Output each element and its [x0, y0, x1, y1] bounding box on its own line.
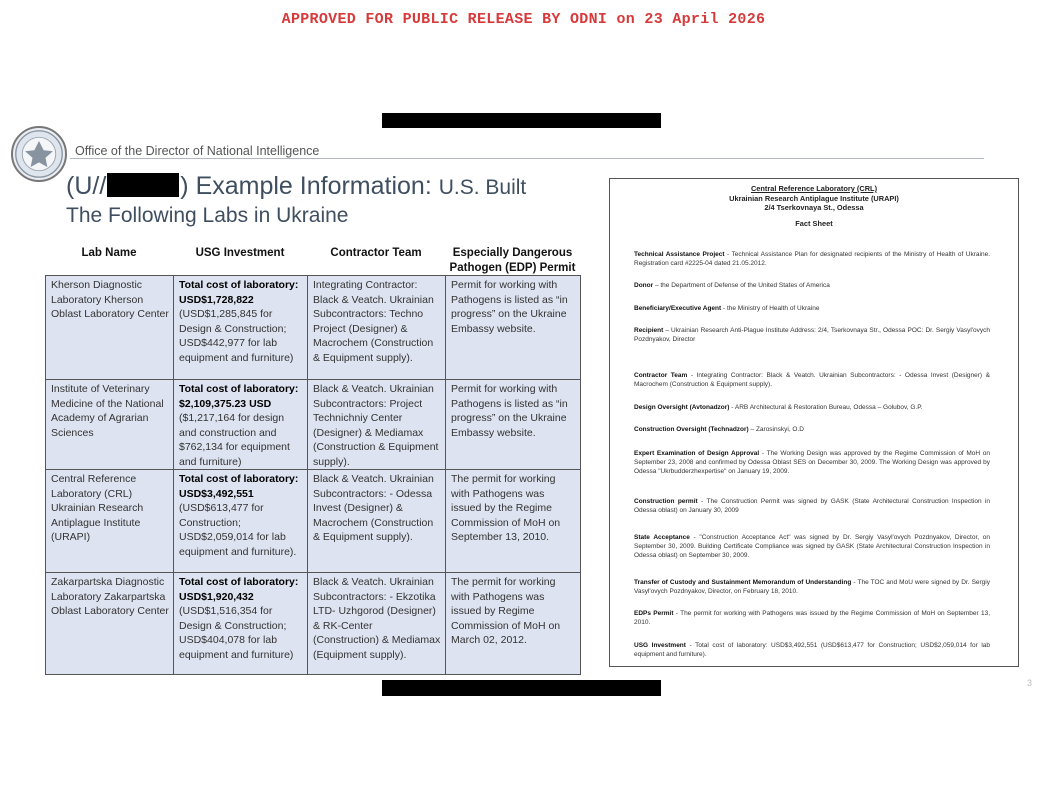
title-main: Example Information:: [195, 172, 432, 200]
investment-detail: ($1,217,164 for design and construction and $762,134 for equipment and furniture): [179, 412, 290, 468]
table-row: [46, 276, 581, 380]
investment-total: USD$1,728,822: [179, 293, 254, 306]
slide-subtitle: The Following Labs in Ukraine: [66, 204, 349, 227]
investment-total: $2,109,375.23 USD: [179, 397, 272, 410]
investment-detail: (USD$613,477 for Construction; USD$2,059,014 for lab equipment and furniture).: [179, 502, 297, 558]
fact-sheet-title-2: Ukrainian Research Antiplague Institute (URAPI): [729, 193, 899, 203]
fact-item: Design Oversight (Avtonadzor) - ARB Architectural & Restoration Bureau, Odessa – Golubov, G.P.: [634, 404, 923, 411]
fact-item: USG Investment - Total cost of laboratory: USD$3,492,551 (USD$613,477 for Construction; USD$2,059,014 for lab equipment and furniture).: [634, 642, 990, 658]
title-secondary: U.S. Built: [438, 176, 527, 199]
investment-total: USD$3,492,551: [179, 487, 254, 500]
permit-cell: The permit for working with Pathogens was issued by the Regime Commission of MoH on September 13, 2010.: [446, 470, 581, 573]
fact-item: Beneficiary/Executive Agent - the Ministry of Health of Ukraine: [634, 305, 820, 312]
org-name: Office of the Director of National Intelligence: [75, 144, 320, 158]
table-row: [46, 470, 581, 573]
investment-detail: (USD$1,285,845 for Design & Construction; USD$442,977 for lab equipment and furniture): [179, 308, 294, 364]
investment-total-label: Total cost of laboratory:: [179, 383, 299, 395]
contractor-cell: Black & Veatch. Ukrainian Subcontractors: - Ekzotika LTD- Uzhgorod (Designer) & RK-Center (Construction) & Mediamax (Equipment supply).: [308, 573, 446, 675]
fact-item: Construction Oversight (Technadzor) – Zarosinskyi, O.D: [634, 426, 804, 433]
investment-cell: [174, 470, 308, 573]
fact-item: Technical Assistance Project - Technical Assistance Plan for designated recipients of the Ministry of Health of Ukraine. Registration card #2225-04 dated 21.05.2012.: [634, 251, 990, 267]
investment-total-label: Total cost of laboratory:: [179, 279, 299, 291]
investment-cell: [174, 276, 308, 380]
table-row: [46, 380, 581, 470]
lab-name-cell: Zakarpartska Diagnostic Laboratory Zakarpartska Oblast Laboratory Center: [46, 573, 174, 675]
fact-item: Donor – the Department of Defense of the United States of America: [634, 282, 830, 289]
release-banner: APPROVED FOR PUBLIC RELEASE BY ODNI on 23 April 2026: [281, 11, 766, 28]
investment-detail: (USD$1,516,354 for Design & Construction; USD$404,078 for lab equipment and furniture): [179, 605, 294, 661]
classification-redaction: [107, 173, 179, 197]
fact-item: Contractor Team - Integrating Contractor: Black & Veatch. Ukrainian Subcontractors: - Odessa Invest (Designer) & Macrochem (Construction & Equipment supply).: [634, 372, 990, 388]
classification-prefix: (U//: [66, 172, 107, 200]
fact-sheet-subtitle: Fact Sheet: [795, 218, 833, 228]
investment-total-label: Total cost of laboratory:: [179, 576, 299, 588]
labs-table: [45, 275, 581, 675]
fact-item: State Acceptance - "Construction Acceptance Act" was signed by Dr. Sergiy Vasyl'ovych Pozdnyakov, Director, on September 30, 2009. Building Certificate Compliance was signed by GASK (State Architectural Construction Inspection in Odessa oblast) on September 30, 2009.: [634, 534, 991, 559]
col-header-contractor-team: Contractor Team: [330, 247, 422, 259]
fact-sheet-title-3: 2/4 Tserkovnaya St., Odessa: [764, 203, 864, 212]
fact-item: Expert Examination of Design Approval - The Working Design was approved by the Regime Commission of MoH on September 23, 2008 and confirmed by Odessa Oblast SES on December 30, 2009. The Working Design was approved by Odessa "Ukrbudderzhexpertise" on January 19, 2009.: [634, 450, 990, 475]
redaction-bar-top: [382, 113, 661, 128]
header-divider: [70, 158, 984, 159]
lab-name-cell: Institute of Veterinary Medicine of the National Academy of Agrarian Sciences: [46, 380, 174, 470]
redaction-bar-bottom: [382, 680, 661, 696]
permit-cell: The permit for working with Pathogens was issued by Regime Commission of MoH on March 02, 2012.: [446, 573, 581, 675]
fact-sheet-image: [609, 178, 1019, 667]
fact-sheet-title-1: Central Reference Laboratory (CRL): [750, 184, 878, 193]
investment-cell: [174, 380, 308, 470]
permit-cell: Permit for working with Pathogens is listed as “in progress” on the Ukraine Embassy website.: [446, 380, 581, 470]
contractor-cell: Black & Veatch. Ukrainian Subcontractors: Project Technichniy Center (Designer) & Mediamax (Construction & Equipment supply).: [308, 380, 446, 470]
col-header-usg-investment: USG Investment: [195, 247, 285, 259]
fact-item: EDPs Permit - The permit for working with Pathogens was issued by the Regime Commission of MoH on September 13, 2010.: [634, 610, 990, 626]
table-row: [46, 573, 581, 675]
col-header-lab-name: Lab Name: [81, 247, 137, 259]
fact-item: Recipient – Ukrainian Research Anti-Plague Institute Address: 2/4, Tserkovnaya Str., Odessa POC: Dr. Sergiy Vasyl'ovych Pozdnyakov, Director: [634, 327, 990, 343]
contractor-cell: Black & Veatch. Ukrainian Subcontractors: - Odessa Invest (Designer) & Macrochem (Construction & Equipment supply).: [308, 470, 446, 573]
odni-seal: [11, 126, 67, 182]
lab-name-cell: Central Reference Laboratory (CRL) Ukrainian Research Antiplague Institute (URAPI): [46, 470, 174, 573]
page-number: 3: [1027, 678, 1033, 688]
col-header-edp-permit: Especially Dangerous Pathogen (EDP) Permit: [449, 247, 576, 274]
classification-suffix: ): [180, 172, 189, 200]
contractor-cell: Integrating Contractor: Black & Veatch. Ukrainian Subcontractors: Techno Project (Designer) & Macrochem (Construction & Equipment supply).: [308, 276, 446, 380]
investment-total: USD$1,920,432: [179, 590, 254, 603]
investment-cell: [174, 573, 308, 675]
slide-title: [66, 172, 526, 201]
fact-item: Transfer of Custody and Sustainment Memorandum of Understanding - The TOC and MoU were signed by Dr. Sergiy Vasyl'ovych Pozdnyakov, Director, on February 18, 2010.: [634, 579, 990, 595]
investment-total-label: Total cost of laboratory:: [179, 473, 299, 485]
lab-name-cell: Kherson Diagnostic Laboratory Kherson Oblast Laboratory Center: [46, 276, 174, 380]
permit-cell: Permit for working with Pathogens is listed as “in progress” on the Ukraine Embassy website.: [446, 276, 581, 380]
fact-item: Construction permit - The Construction Permit was signed by GASK (State Architectural Construction Inspection in Odessa oblast) on January 30, 2009: [634, 498, 990, 514]
